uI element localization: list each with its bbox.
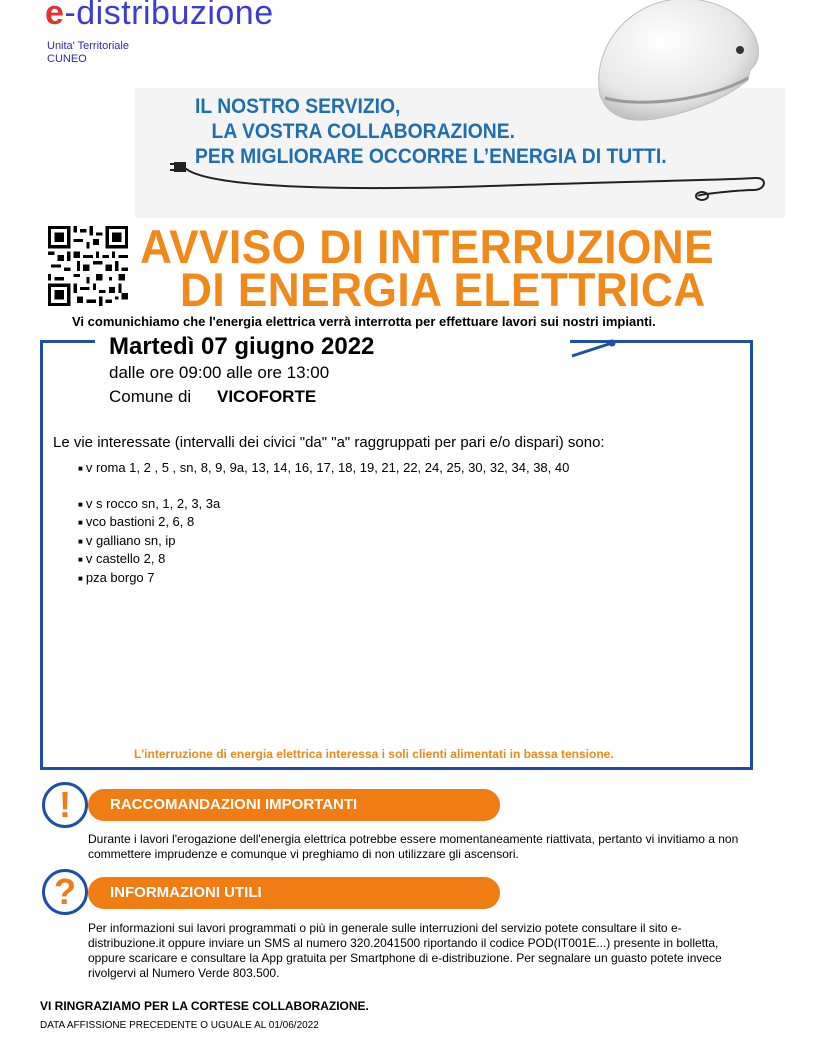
connector-icon [570, 338, 620, 360]
bullet-icon: ■ [78, 464, 83, 474]
thanks-text: VI RINGRAZIAMO PER LA CORTESE COLLABORAZIONE. [40, 999, 369, 1013]
streets-title: Le vie interessate (intervalli dei civici "da" "a" raggruppati per pari e/o dispari) sono: [53, 434, 605, 451]
street-item [78, 514, 194, 529]
street-text: v s rocco sn, 1, 2, 3, 3a [85, 496, 221, 511]
question-icon: ? [42, 869, 88, 915]
informazioni-text: Per informazioni sui lavori programmati o più in generale sulle interruzioni del servizio potete consultare il sito e-distribuzione.it oppure inviare un SMS al numero 320.2041500 riportando il codice POD(IT001E...) presente in bolletta, oppure scaricare e consultare la App gratuita per Smartphone di e-distribuzione. Per segnalare un guasto potete invece rivolgervi al Numero Verde 803.500. [88, 921, 722, 980]
slogan-line: LA VOSTRA COLLABORAZIONE. [211, 120, 515, 143]
bullet-icon: ■ [78, 537, 83, 547]
qr-code-icon[interactable] [48, 226, 128, 306]
logo-text: -distribuzione [64, 0, 274, 32]
street-item [78, 460, 569, 475]
street-item [78, 496, 220, 511]
comune-name: VICOFORTE [217, 387, 317, 406]
street-text: vco bastioni 2, 6, 8 [85, 514, 195, 529]
outage-hours: dalle ore 09:00 alle ore 13:00 [109, 363, 330, 382]
informazioni-header: INFORMAZIONI UTILI [88, 877, 500, 909]
title-line-1: AVVISO DI INTERRUZIONE [140, 220, 715, 273]
power-cable-icon [170, 150, 770, 210]
logo-prefix: e [45, 0, 65, 32]
intro-text: Vi comunichiamo che l'energia elettrica verrà interrotta per effettuare lavori sui nostri impianti. [72, 314, 656, 329]
slogan-line: PER MIGLIORARE OCCORRE L’ENERGIA DI TUTTI. [195, 145, 667, 168]
unit-city: CUNEO [47, 53, 87, 65]
street-item [78, 570, 155, 585]
raccomandazioni-text: Durante i lavori l'erogazione dell'energia elettrica potrebbe essere momentaneamente riattivata, pertanto vi invitiamo a non commettere imprudenze e comunque vi preghiamo di non utilizzare gli ascensori. [88, 832, 739, 861]
posting-date: DATA AFFISSIONE PRECEDENTE O UGUALE AL 01/06/2022 [40, 1020, 319, 1031]
street-item [78, 551, 165, 566]
street-text: v castello 2, 8 [85, 551, 166, 566]
low-voltage-note: L'interruzione di energia elettrica interessa i soli clienti alimentati in bassa tensione. [134, 747, 614, 761]
raccomandazioni-header: RACCOMANDAZIONI IMPORTANTI [88, 789, 500, 821]
street-text: v roma 1, 2 , 5 , sn, 8, 9, 9a, 13, 14, 16, 17, 18, 19, 21, 22, 24, 25, 30, 32, 34, 38, 40 [85, 460, 570, 475]
bullet-icon: ■ [78, 518, 83, 528]
outage-date: Martedì 07 giugno 2022 [109, 333, 375, 360]
slogan-line: IL NOSTRO SERVIZIO, [195, 95, 401, 118]
unit-label: Unita' Territoriale [47, 40, 129, 52]
bullet-icon: ■ [78, 574, 83, 584]
title-line-2: DI ENERGIA ELETTRICA [180, 263, 706, 316]
bullet-icon: ■ [78, 500, 83, 510]
street-text: pza borgo 7 [85, 570, 155, 585]
exclamation-icon: ! [42, 782, 88, 828]
comune-label: Comune di [109, 387, 192, 406]
company-logo [45, 0, 274, 33]
bullet-icon: ■ [78, 555, 83, 565]
street-text: v galliano sn, ip [85, 533, 176, 548]
street-item [78, 533, 175, 548]
